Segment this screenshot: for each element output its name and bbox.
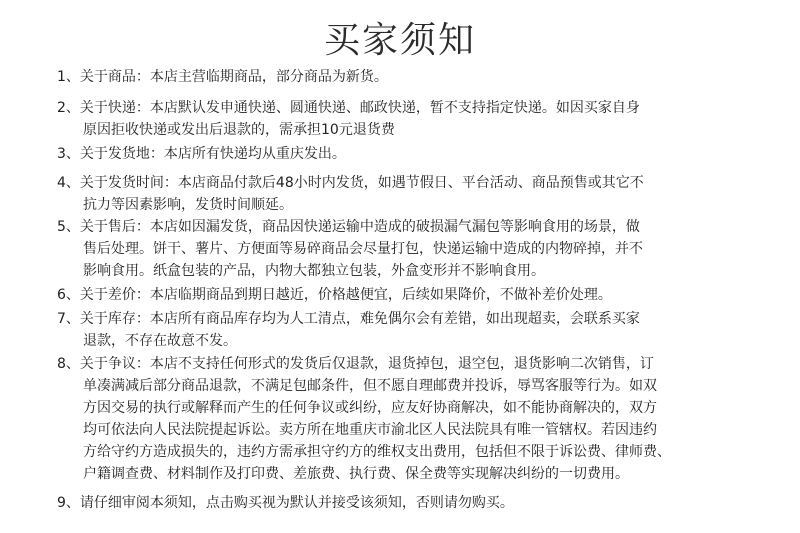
notice-item-9 — [57, 492, 514, 514]
notice-line: 售后处理。饼干、薯片、方便面等易碎商品会尽量打包，快递运输中造成的内物碎掉，并不 — [83, 241, 643, 257]
notice-line: 方给守约方造成损失的，违约方需承担守约方的维权支出费用，包括但不限于诉讼费、律师费、 — [83, 444, 671, 460]
notice-line: 3、关于发货地：本店所有快递均从重庆发出。 — [57, 146, 346, 162]
notice-line: 6、关于差价：本店临期商品到期日越近，价格越便宜，后续如果降价，不做补差价处理。 — [57, 287, 612, 303]
notice-line: 8、关于争议：本店不支持任何形式的发货后仅退款，退货掉包，退空包，退货影响二次销售，订 — [57, 356, 654, 372]
notice-line: 4、关于发货时间：本店商品付款后48小时内发货，如遇节假日、平台活动、商品预售或其它不 — [57, 175, 644, 191]
notice-item-1 — [57, 66, 388, 88]
notice-item-4 — [57, 172, 644, 216]
notice-line: 退款，不存在故意不发。 — [83, 333, 237, 349]
notice-line: 单凑满减后部分商品退款，不满足包邮条件，但不愿自理邮费并投诉，辱骂客服等行为。如双 — [83, 378, 657, 394]
notice-line: 方因交易的执行或解释而产生的任何争议或纠纷，应友好协商解决，如不能协商解决的，双方 — [83, 400, 657, 416]
notice-line: 户籍调查费、材料制作及打印费、差旅费、执行费、保全费等实现解决纠纷的一切费用。 — [83, 466, 629, 482]
notice-line: 9、请仔细审阅本须知，点击购买视为默认并接受该须知，否则请勿购买。 — [57, 495, 514, 511]
notice-line: 1、关于商品：本店主营临期商品，部分商品为新货。 — [57, 69, 388, 85]
notice-item-8 — [57, 353, 671, 485]
notice-item-7 — [57, 308, 640, 352]
notice-item-3 — [57, 143, 346, 165]
page-title: 买家须知 — [323, 20, 476, 61]
notice-line: 均可依法向人民法院提起诉讼。卖方所在地重庆市渝北区人民法院具有唯一管辖权。若因违约 — [83, 422, 657, 438]
notice-line: 影响食用。纸盒包装的产品，内物大都独立包装，外盒变形并不影响食用。 — [83, 263, 545, 279]
notice-line: 原因拒收快递或发出后退款的，需承担10元退货费 — [83, 122, 395, 138]
notice-line: 抗力等因素影响，发货时间顺延。 — [83, 197, 293, 213]
notice-item-6 — [57, 284, 612, 306]
notice-line: 7、关于库存：本店所有商品库存均为人工清点，难免偶尔会有差错，如出现超卖，会联系买家 — [57, 311, 640, 327]
notice-item-2 — [57, 97, 640, 141]
notice-line: 2、关于快递：本店默认发申通快递、圆通快递、邮政快递，暂不支持指定快递。如因买家自身 — [57, 100, 640, 116]
notice-item-5 — [57, 216, 643, 282]
notice-line: 5、关于售后：本店如因漏发货，商品因快递运输中造成的破损漏气漏包等影响食用的场景，做 — [57, 219, 640, 235]
